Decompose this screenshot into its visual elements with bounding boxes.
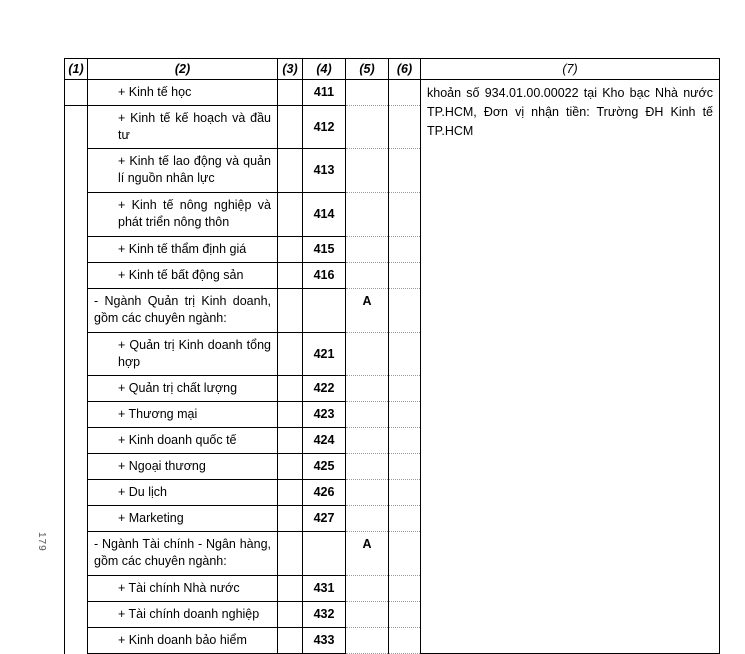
col-header-2: (2): [88, 59, 278, 80]
exam-group: [346, 428, 389, 454]
major-name: + Kinh tế học: [88, 80, 278, 106]
col3-cell: [278, 402, 303, 428]
exam-group: [346, 193, 389, 237]
exam-group: [346, 333, 389, 376]
col3-cell: [278, 576, 303, 602]
exam-group: [346, 576, 389, 602]
major-code: [303, 289, 346, 333]
col6-cell: [389, 376, 421, 402]
col-header-6: (6): [389, 59, 421, 80]
stt-cell: [65, 263, 88, 289]
note-cell: khoản số 934.01.00.00022 tại Kho bạc Nhà nước TP.HCM, Đơn vị nhận tiền: Trường ĐH Kinh tế TP.HCM: [421, 80, 720, 654]
stt-cell: [65, 376, 88, 402]
col6-cell: [389, 263, 421, 289]
stt-cell: [65, 333, 88, 376]
major-name: + Tài chính Nhà nước: [88, 576, 278, 602]
col6-cell: [389, 149, 421, 193]
col3-cell: [278, 237, 303, 263]
major-code: 431: [303, 576, 346, 602]
major-name: + Du lịch: [88, 480, 278, 506]
major-code: 426: [303, 480, 346, 506]
major-code: 416: [303, 263, 346, 289]
stt-cell: [65, 428, 88, 454]
col6-cell: [389, 428, 421, 454]
col6-cell: [389, 576, 421, 602]
table-row: [65, 80, 720, 106]
major-code: 433: [303, 628, 346, 654]
col6-cell: [389, 402, 421, 428]
exam-group: A: [346, 289, 389, 333]
exam-group: [346, 506, 389, 532]
col3-cell: [278, 532, 303, 576]
exam-group: [346, 402, 389, 428]
major-name: + Kinh tế lao động và quản lí nguồn nhân lực: [88, 149, 278, 193]
admission-table: [64, 58, 720, 654]
col6-cell: [389, 602, 421, 628]
col3-cell: [278, 376, 303, 402]
stt-cell: [65, 480, 88, 506]
exam-group: [346, 376, 389, 402]
exam-group: A: [346, 532, 389, 576]
major-name: + Kinh doanh bảo hiểm: [88, 628, 278, 654]
major-code: 415: [303, 237, 346, 263]
col3-cell: [278, 193, 303, 237]
major-code: 421: [303, 333, 346, 376]
major-code: 427: [303, 506, 346, 532]
exam-group: [346, 602, 389, 628]
stt-cell: [65, 106, 88, 149]
col6-cell: [389, 480, 421, 506]
col3-cell: [278, 289, 303, 333]
stt-cell: [65, 454, 88, 480]
exam-group: [346, 480, 389, 506]
exam-group: [346, 106, 389, 149]
col6-cell: [389, 80, 421, 106]
col6-cell: [389, 506, 421, 532]
major-name: + Kinh tế bất động sản: [88, 263, 278, 289]
col3-cell: [278, 106, 303, 149]
stt-cell: [65, 402, 88, 428]
major-name: + Ngoại thương: [88, 454, 278, 480]
col3-cell: [278, 333, 303, 376]
col3-cell: [278, 480, 303, 506]
major-code: 414: [303, 193, 346, 237]
major-name: - Ngành Tài chính - Ngân hàng, gồm các chuyên ngành:: [88, 532, 278, 576]
major-name: + Kinh doanh quốc tế: [88, 428, 278, 454]
major-code: 423: [303, 402, 346, 428]
exam-group: [346, 454, 389, 480]
col6-cell: [389, 333, 421, 376]
col3-cell: [278, 80, 303, 106]
major-name: + Thương mại: [88, 402, 278, 428]
major-code: 411: [303, 80, 346, 106]
major-code: [303, 532, 346, 576]
major-name: - Ngành Quản trị Kinh doanh, gồm các chuyên ngành:: [88, 289, 278, 333]
col3-cell: [278, 263, 303, 289]
major-code: 424: [303, 428, 346, 454]
stt-cell: [65, 576, 88, 602]
stt-cell: [65, 289, 88, 333]
col6-cell: [389, 106, 421, 149]
col-header-7: (7): [421, 59, 720, 80]
major-code: 422: [303, 376, 346, 402]
major-name: + Tài chính doanh nghiệp: [88, 602, 278, 628]
col6-cell: [389, 289, 421, 333]
major-name: + Quản trị Kinh doanh tổng hợp: [88, 333, 278, 376]
stt-cell: [65, 602, 88, 628]
major-code: 432: [303, 602, 346, 628]
stt-cell: [65, 193, 88, 237]
col3-cell: [278, 602, 303, 628]
stt-cell: [65, 237, 88, 263]
major-name: + Kinh tế thẩm định giá: [88, 237, 278, 263]
exam-group: [346, 263, 389, 289]
exam-group: [346, 237, 389, 263]
major-name: + Kinh tế kế hoạch và đầu tư: [88, 106, 278, 149]
major-code: 413: [303, 149, 346, 193]
exam-group: [346, 149, 389, 193]
col6-cell: [389, 532, 421, 576]
stt-cell: [65, 80, 88, 106]
page-number: 179: [36, 532, 47, 552]
col6-cell: [389, 454, 421, 480]
exam-group: [346, 80, 389, 106]
major-name: + Quản trị chất lượng: [88, 376, 278, 402]
stt-cell: [65, 506, 88, 532]
col3-cell: [278, 506, 303, 532]
stt-cell: [65, 149, 88, 193]
col6-cell: [389, 193, 421, 237]
major-code: 425: [303, 454, 346, 480]
stt-cell: [65, 532, 88, 576]
major-name: + Kinh tế nông nghiệp và phát triển nông thôn: [88, 193, 278, 237]
col3-cell: [278, 454, 303, 480]
col-header-4: (4): [303, 59, 346, 80]
col-header-3: (3): [278, 59, 303, 80]
col-header-5: (5): [346, 59, 389, 80]
col-header-1: (1): [65, 59, 88, 80]
col3-cell: [278, 428, 303, 454]
header-row: [65, 59, 720, 80]
major-code: 412: [303, 106, 346, 149]
col6-cell: [389, 237, 421, 263]
col3-cell: [278, 149, 303, 193]
major-name: + Marketing: [88, 506, 278, 532]
